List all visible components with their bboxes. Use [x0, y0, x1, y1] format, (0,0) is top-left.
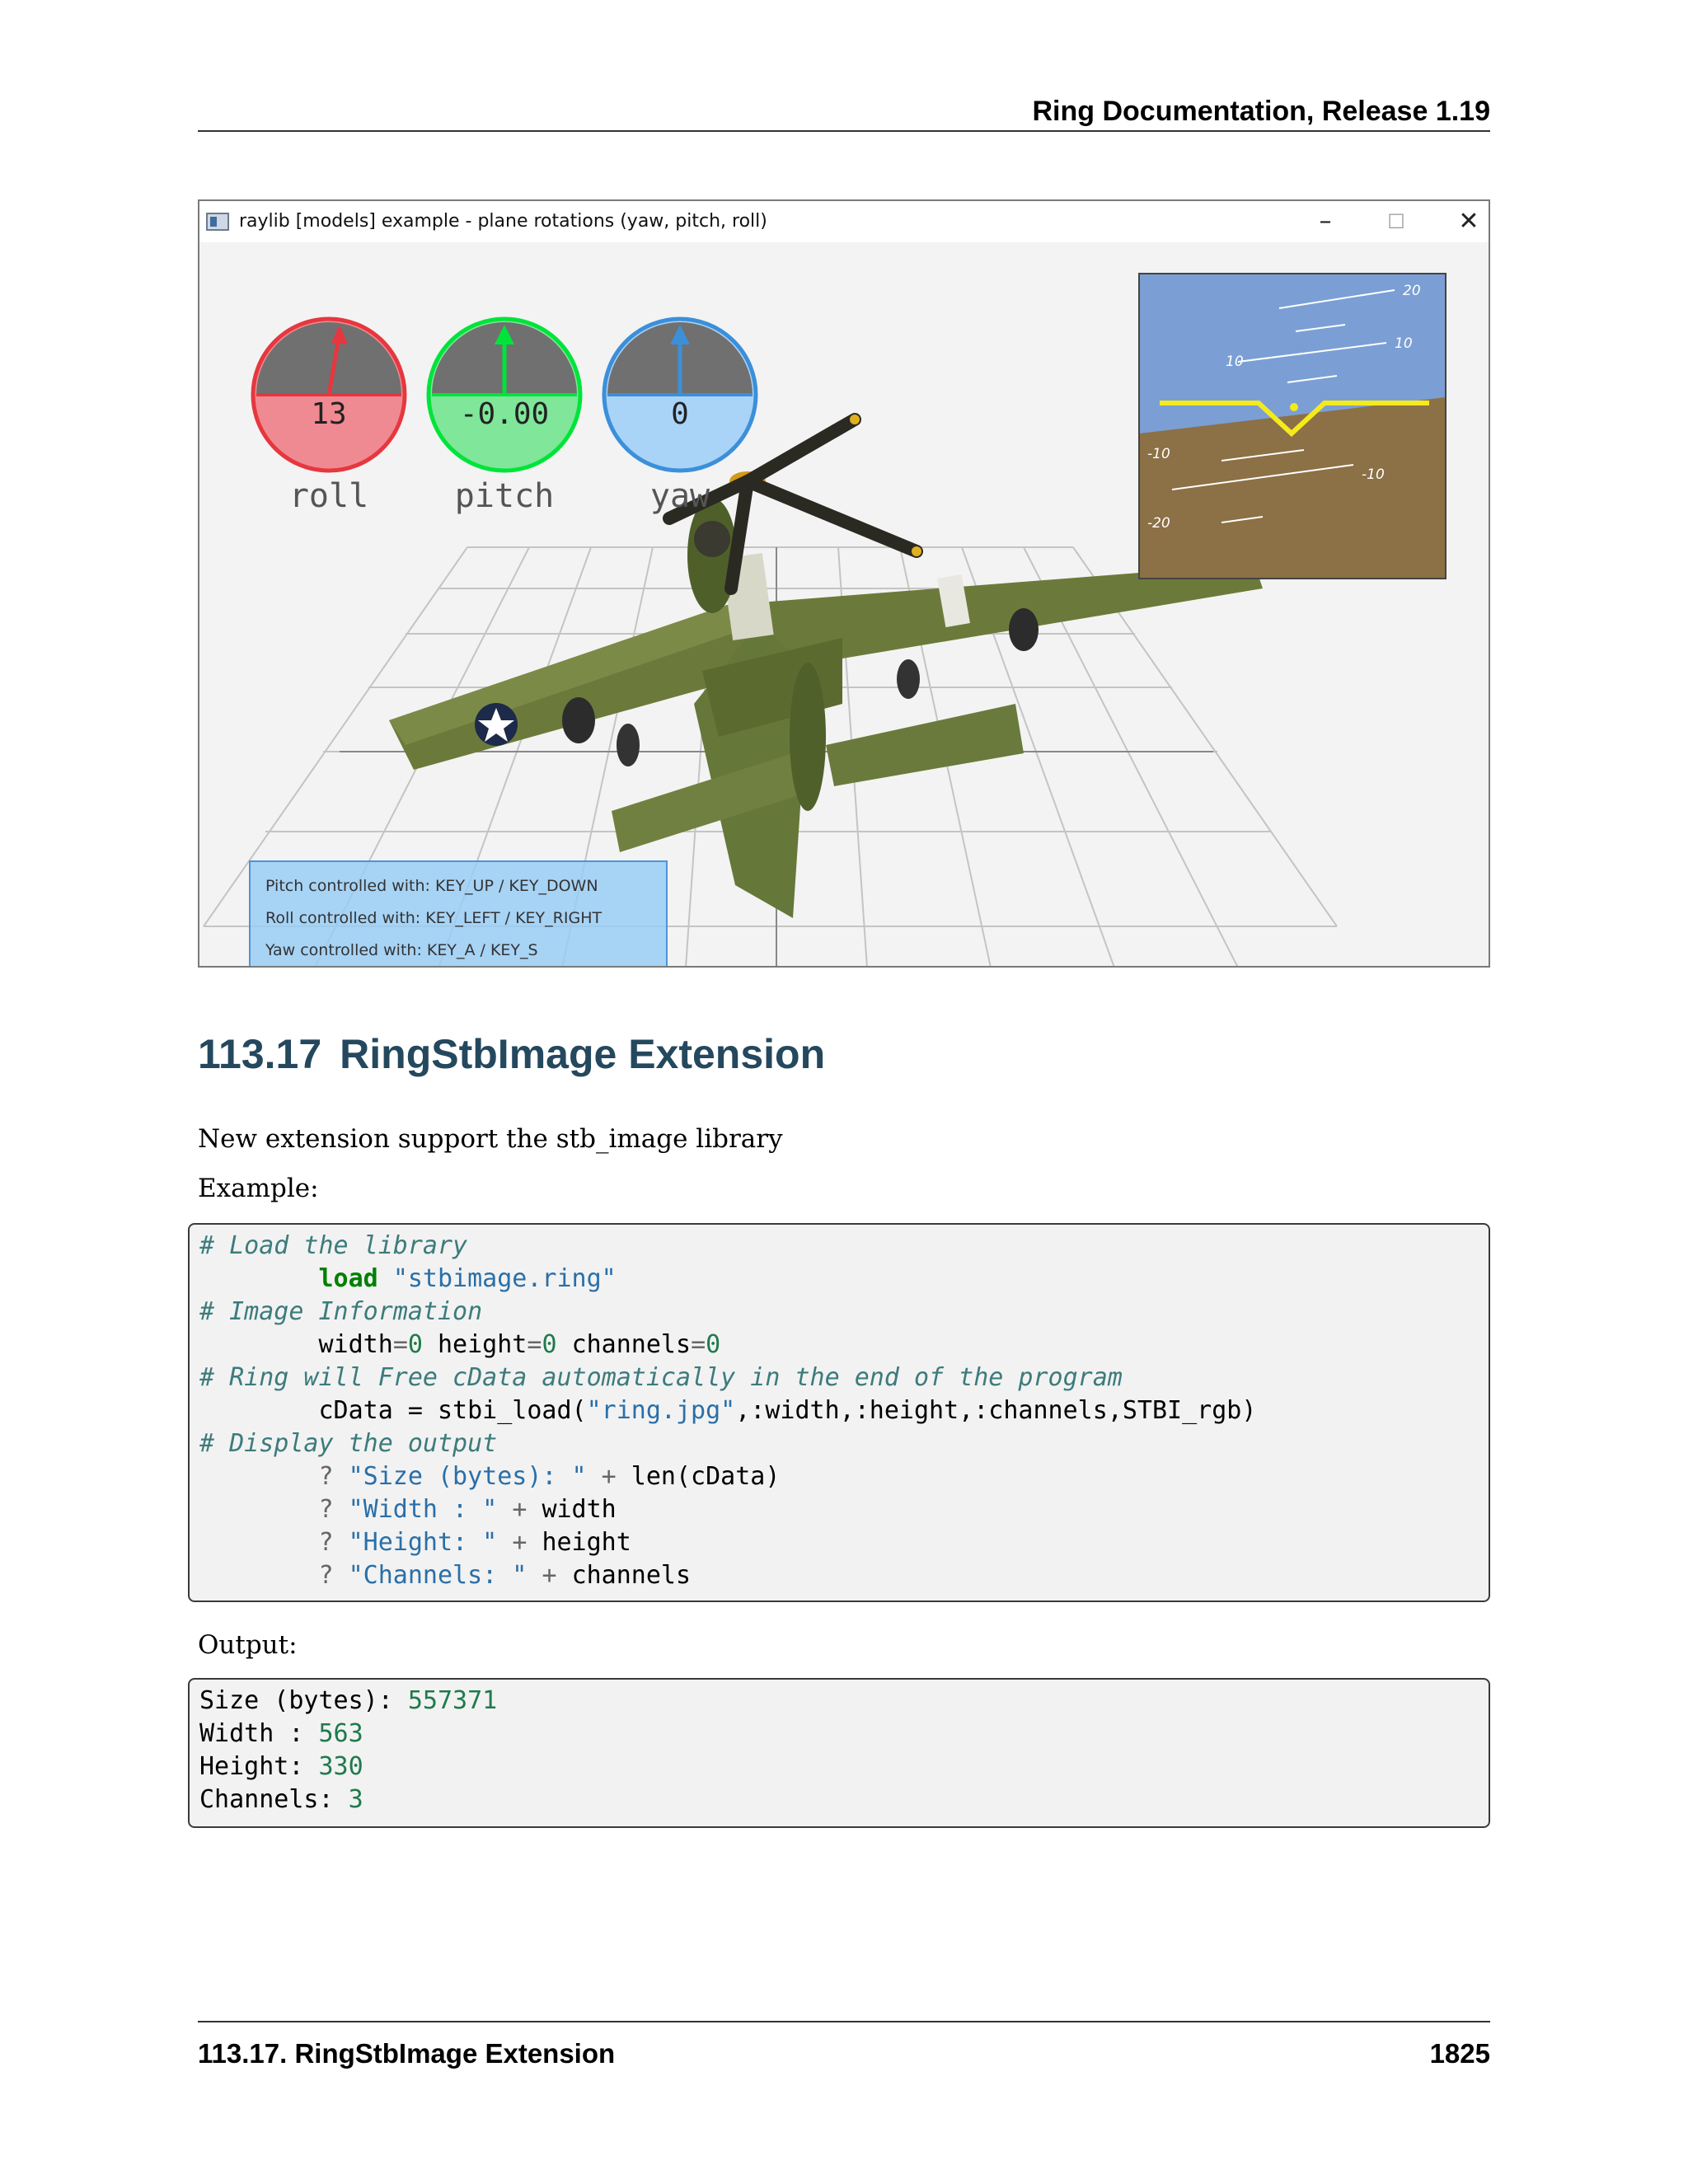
- app-icon: [206, 213, 229, 231]
- pitch-value: -0.00: [459, 397, 550, 431]
- code-op: ?: [318, 1462, 334, 1491]
- output-value: 3: [348, 1785, 363, 1814]
- pitch-gauge: [429, 319, 580, 471]
- code-string: "ring.jpg": [586, 1396, 736, 1425]
- horizon-mark: -10: [1147, 446, 1170, 462]
- help-roll: Roll controlled with: KEY_LEFT / KEY_RIGHT: [265, 909, 603, 927]
- code-op: =: [691, 1330, 706, 1359]
- section-number: 113.17: [198, 1031, 322, 1077]
- help-yaw: Yaw controlled with: KEY_A / KEY_S: [265, 941, 538, 959]
- output-key: Size (bytes):: [199, 1686, 408, 1715]
- horizon-mark: 20: [1403, 283, 1421, 299]
- code-op: =: [527, 1330, 542, 1359]
- minimize-button[interactable]: –: [1319, 207, 1332, 236]
- output-value: 557371: [407, 1686, 498, 1715]
- controls-help-box: [249, 860, 668, 968]
- output-value: 563: [318, 1719, 363, 1748]
- roll-gauge: [253, 319, 405, 471]
- code-op: +: [542, 1561, 557, 1590]
- code-number: 0: [706, 1330, 721, 1359]
- footer-section: 113.17. RingStbImage Extension: [198, 2038, 616, 2069]
- code-op: =: [392, 1330, 408, 1359]
- code-text: ,:width,:height,:channels,STBI_rgb): [735, 1396, 1257, 1425]
- output-label: Output:: [198, 1630, 298, 1660]
- code-op: ?: [318, 1495, 334, 1524]
- code-number: 0: [407, 1330, 423, 1359]
- code-string: "Height: ": [348, 1528, 498, 1557]
- roll-value: 13: [311, 397, 347, 431]
- artificial-horizon: [1139, 274, 1446, 579]
- roll-label: roll: [288, 477, 369, 515]
- code-text: width: [542, 1495, 617, 1524]
- yaw-value: 0: [671, 397, 689, 431]
- code-ident: width: [318, 1330, 393, 1359]
- code-text: cData = stbi_load(: [318, 1396, 587, 1425]
- output-value: 330: [318, 1752, 363, 1781]
- yaw-gauge: [604, 319, 756, 471]
- code-comment: # Display the output: [199, 1429, 498, 1458]
- example-label: Example:: [198, 1174, 319, 1203]
- page-number: 1825: [1429, 2038, 1490, 2069]
- code-text: len(cData): [631, 1462, 781, 1491]
- section-title: RingStbImage Extension: [340, 1031, 826, 1077]
- code-op: ?: [318, 1528, 334, 1557]
- code-string: "stbimage.ring": [392, 1264, 617, 1293]
- pitch-label: pitch: [454, 477, 555, 515]
- scene-graphics: [199, 242, 1489, 968]
- page-header: [198, 91, 1490, 132]
- code-op: +: [512, 1528, 528, 1557]
- horizon-mark: 10: [1226, 354, 1244, 370]
- code-block: [188, 1223, 1490, 1602]
- code-text: height: [542, 1528, 631, 1557]
- output-block: [188, 1678, 1490, 1828]
- code-op: +: [601, 1462, 617, 1491]
- horizon-mark: -20: [1147, 515, 1170, 532]
- section-heading: [198, 1030, 825, 1078]
- output-key: Channels:: [199, 1785, 349, 1814]
- close-button[interactable]: ✕: [1458, 207, 1479, 236]
- code-string: "Channels: ": [348, 1561, 528, 1590]
- code-ident: height: [438, 1330, 528, 1359]
- horizon-mark: -10: [1362, 466, 1385, 483]
- 3d-scene: [199, 242, 1489, 968]
- yaw-label: yaw: [649, 477, 710, 515]
- code-number: 0: [542, 1330, 557, 1359]
- horizon-mark: 10: [1395, 335, 1413, 352]
- code-ident: channels: [571, 1330, 692, 1359]
- example-screenshot-window: [198, 199, 1490, 968]
- window-titlebar: [199, 201, 1489, 242]
- header-title: Ring Documentation, Release 1.19: [1032, 96, 1490, 127]
- code-op: ?: [318, 1561, 334, 1590]
- help-pitch: Pitch controlled with: KEY_UP / KEY_DOWN: [265, 877, 598, 895]
- code-string: "Width : ": [348, 1495, 498, 1524]
- code-comment: # Load the library: [199, 1231, 468, 1260]
- output-key: Width :: [199, 1719, 319, 1748]
- code-string: "Size (bytes): ": [348, 1462, 587, 1491]
- intro-paragraph: New extension support the stb_image library: [198, 1124, 783, 1154]
- window-title: raylib [models] example - plane rotations (yaw, pitch, roll): [239, 211, 767, 232]
- code-comment: # Image Information: [199, 1297, 483, 1326]
- code-comment: # Ring will Free cData automatically in the end of the program: [199, 1363, 1123, 1392]
- page-footer: [198, 2021, 1490, 2070]
- output-key: Height:: [199, 1752, 319, 1781]
- maximize-button[interactable]: ☐: [1387, 210, 1405, 233]
- code-op: +: [512, 1495, 528, 1524]
- code-text: channels: [571, 1561, 692, 1590]
- code-keyword: load: [318, 1264, 378, 1293]
